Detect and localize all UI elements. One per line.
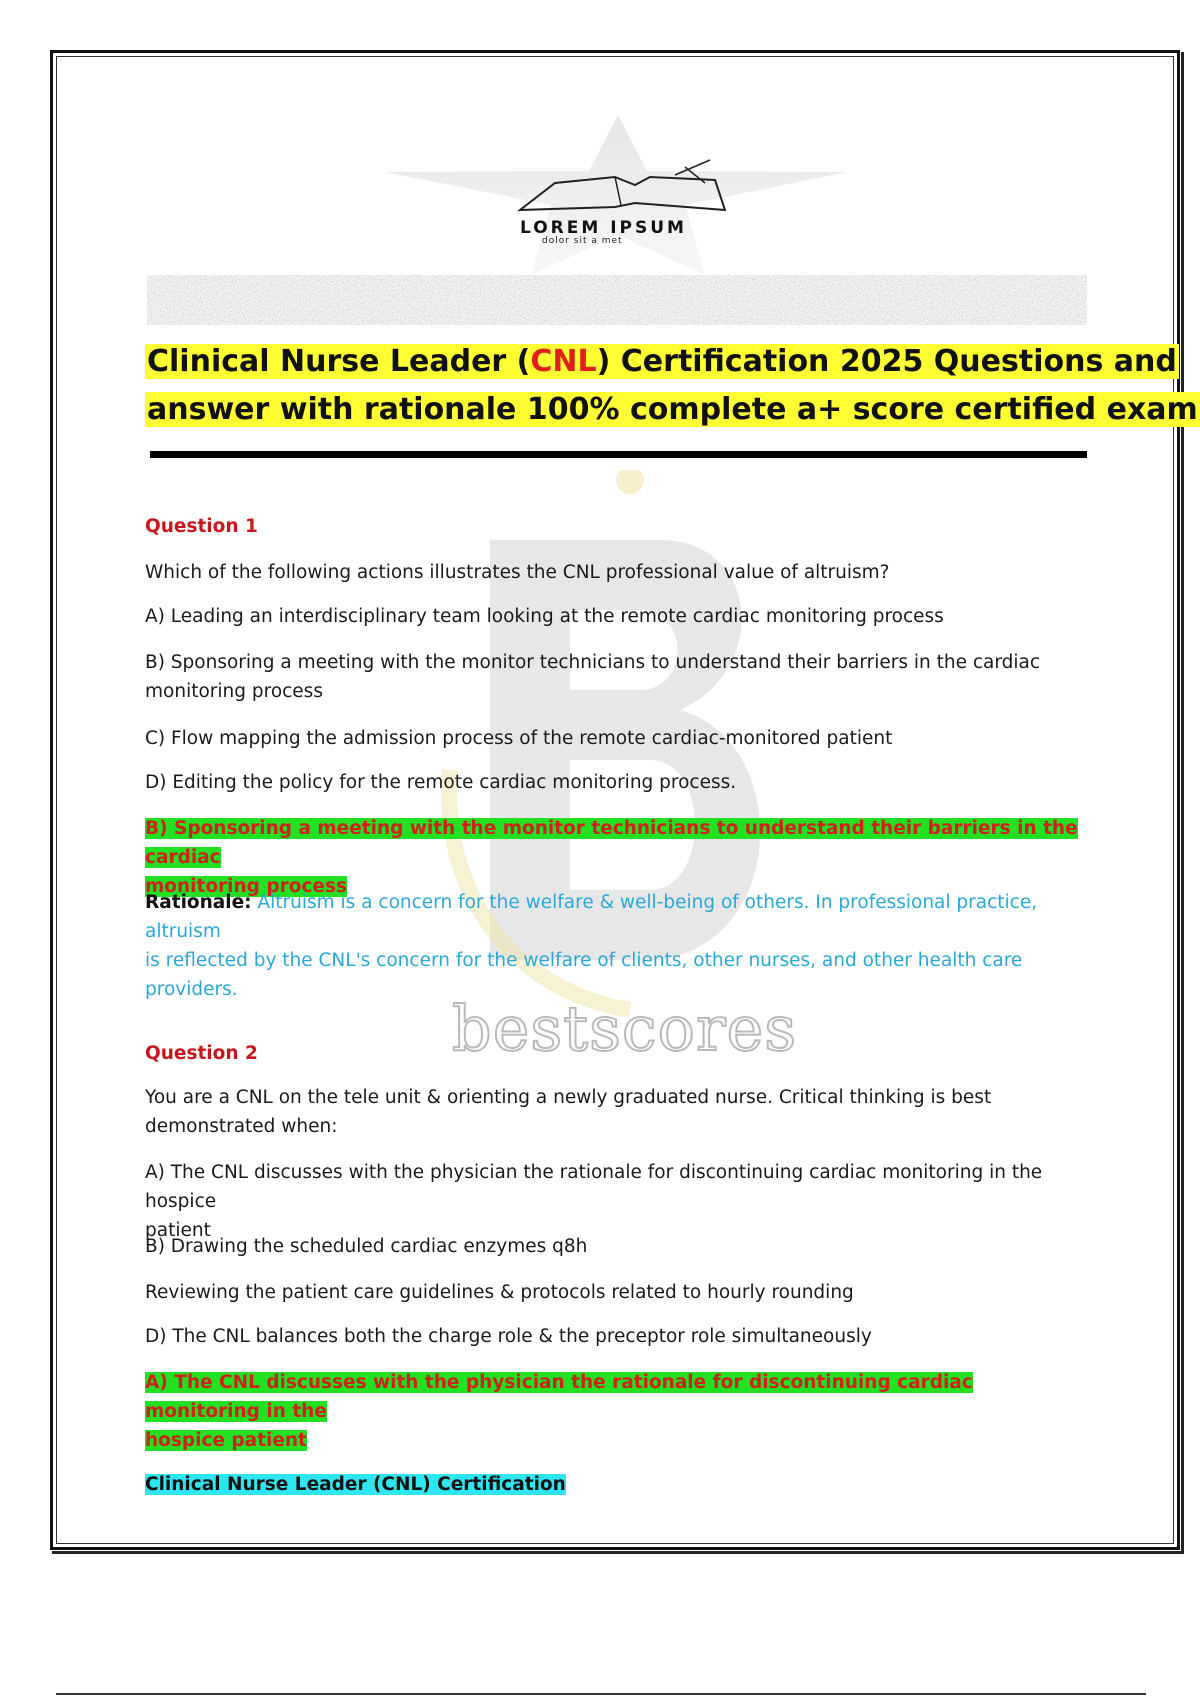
logo-star-book-icon xyxy=(385,115,855,275)
document-title xyxy=(145,338,1200,434)
prompt-line2: demonstrated when: xyxy=(145,1116,338,1137)
question2-option-b: B) Drawing the scheduled cardiac enzymes q8h xyxy=(145,1236,588,1257)
question1-option-c: C) Flow mapping the admission process of the remote cardiac-monitored patient xyxy=(145,728,893,749)
question1-option-a: A) Leading an interdisciplinary team looking at the remote cardiac monitoring process xyxy=(145,606,944,627)
option-b-line1: B) Sponsoring a meeting with the monitor technicians to understand their barriers in the cardiac xyxy=(145,652,1041,673)
title-divider xyxy=(150,451,1087,458)
rationale-line2: is reflected by the CNL's concern for the welfare of clients, other nurses, and other health care xyxy=(145,950,1023,971)
title-text-part1: Clinical Nurse Leader ( xyxy=(147,344,531,379)
page-bottom-line xyxy=(56,1693,1146,1695)
question1-prompt: Which of the following actions illustrates the CNL professional value of altruism? xyxy=(145,562,890,583)
question2-option-c: Reviewing the patient care guidelines & protocols related to hourly rounding xyxy=(145,1282,854,1303)
page-border-shadow-bottom xyxy=(52,1551,1184,1554)
question1-option-d: D) Editing the policy for the remote cardiac monitoring process. xyxy=(145,772,737,793)
watermark-text: bestscores xyxy=(452,992,798,1065)
logo-title: LOREM IPSUM xyxy=(520,218,687,238)
footer-label-text: Clinical Nurse Leader (CNL) Certification xyxy=(145,1474,566,1495)
answer-line2: hospice patient xyxy=(145,1430,307,1451)
question1-rationale xyxy=(145,888,1090,1004)
footer-certification-label xyxy=(145,1470,1090,1499)
question2-heading: Question 2 xyxy=(145,1043,258,1064)
option-a-line1: A) The CNL discusses with the physician the rationale for discontinuing cardiac monitoring in the hospice xyxy=(145,1162,1043,1212)
rationale-label: Rationale: xyxy=(145,892,252,913)
prompt-line1: You are a CNL on the tele unit & orienting a newly graduated nurse. Critical thinking is best xyxy=(145,1087,992,1108)
question2-answer xyxy=(145,1368,1090,1455)
rationale-line3: providers. xyxy=(145,979,238,1000)
question2-prompt xyxy=(145,1083,1090,1141)
rationale-line1: Altruism is a concern for the welfare & well-being of others. In professional practice, altruism xyxy=(145,892,1038,942)
title-text-part2: ) Certification 2025 Questions and xyxy=(596,344,1177,379)
option-a-line2: patient xyxy=(145,1220,211,1241)
question1-option-b xyxy=(145,648,1090,706)
question1-heading: Question 1 xyxy=(145,516,258,537)
logo-subtitle: dolor sit a met xyxy=(542,236,623,246)
title-text-line2: answer with rationale 100% complete a+ score certified exam xyxy=(147,392,1198,427)
question2-option-d: D) The CNL balances both the charge role & the preceptor role simultaneously xyxy=(145,1326,872,1347)
noise-banner xyxy=(147,275,1087,325)
answer-line1: B) Sponsoring a meeting with the monitor technicians to understand their barriers in the cardiac xyxy=(145,818,1078,868)
answer-line1: A) The CNL discusses with the physician the rationale for discontinuing cardiac monitoring in the xyxy=(145,1372,973,1422)
title-acronym: CNL xyxy=(530,344,597,379)
page-border-shadow xyxy=(1181,52,1184,1552)
option-b-line2: monitoring process xyxy=(145,681,323,702)
answer-line2: monitoring process xyxy=(145,876,347,897)
